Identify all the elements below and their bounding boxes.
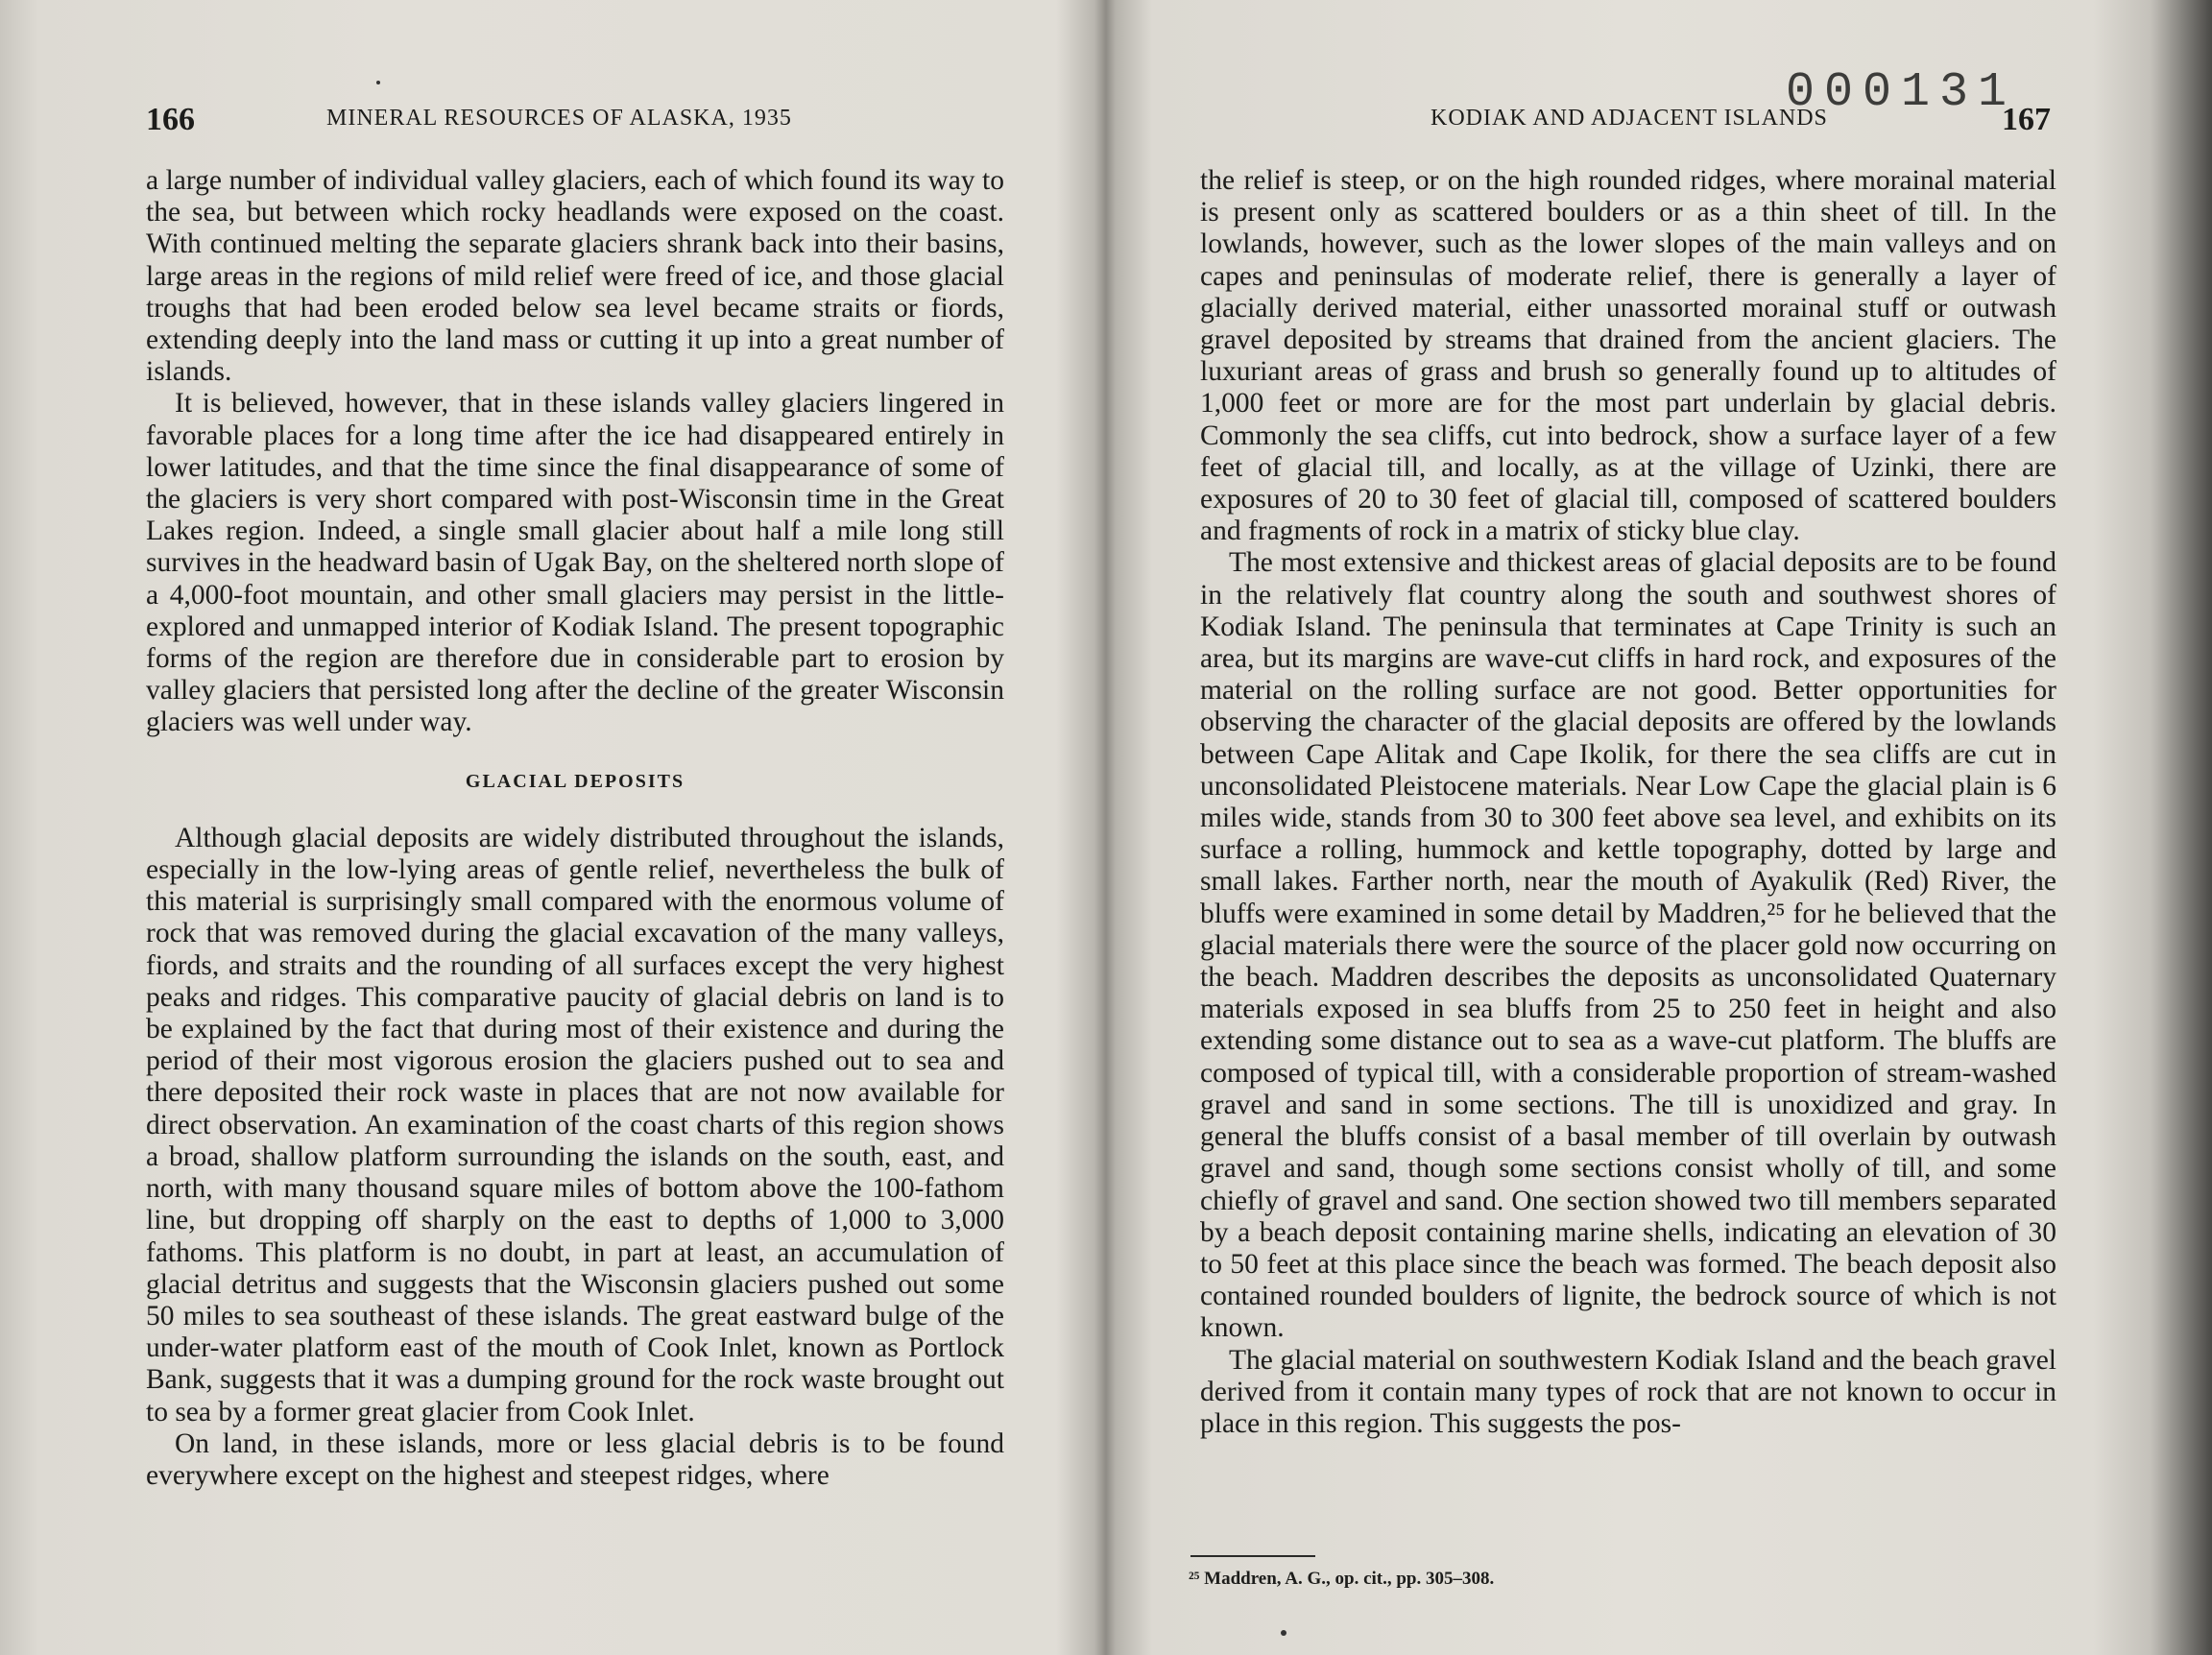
paragraph: It is believed, however, that in these islands valley glaciers lingered in favorable places for a long time after the ice had disappeared entirely in lower latitudes, and that the time since the final disappearance of some of the glaciers is very short compared with post-Wisconsin time in the Great Lakes region. Indeed, a single small glacier about half a mile long still survives in the headward basin of Ugak Bay, on the sheltered north slope of a 4,000-foot mountain, and other small glaciers may persist in the little-explored and unmapped interior of Kodiak Island. The present topographic forms of the region are therefore due in considerable part to erosion by valley glaciers that persisted long after the decline of the greater Wisconsin glaciers was well under way. xyxy=(146,388,1004,738)
page-number-right: 167 xyxy=(2002,102,2051,137)
paragraph: The glacial material on southwestern Kodiak Island and the beach gravel derived from it contain many types of rock that are not known to occur in place in this region. This suggests the pos- xyxy=(1200,1344,2056,1439)
running-head-left: MINERAL RESOURCES OF ALASKA, 1935 xyxy=(326,106,792,131)
left-page-body xyxy=(146,165,1004,1492)
paragraph: a large number of individual valley glaciers, each of which found its way to the sea, but between which rocky headlands were exposed on the coast. With continued melting the separate glaciers shrank back into their basins, large areas in the regions of mild relief were freed of ice, and those glacial troughs that had been eroded below sea level became straits or fiords, extending deeply into the land mass or cutting it up into a great number of islands. xyxy=(146,165,1004,388)
section-heading: GLACIAL DEPOSITS xyxy=(465,770,685,792)
running-head-right: KODIAK AND ADJACENT ISLANDS xyxy=(1431,106,1828,131)
page-dot xyxy=(376,81,380,84)
page-number-left: 166 xyxy=(146,102,195,137)
paragraph: Although glacial deposits are widely distributed throughout the islands, especially in the low-lying areas of gentle relief, nevertheless the bulk of this material is surprisingly small compared with the enormous volume of rock that was removed during the glacial excavation of the many valleys, fiords, and straits and the rounding of all surfaces except the very highest peaks and ridges. This comparative paucity of glacial debris on land is to be explained by the fact that during most of their existence and during the period of their most vigorous erosion the glaciers pushed out to sea and there deposited their rock waste in places that are not now available for direct observation. An examination of the coast charts of this region shows a broad, shallow platform surrounding the islands on the south, east, and north, with many thousand square miles of bottom above the 100-fathom line, but dropping off sharply on the east to depths of 1,000 to 3,000 fathoms. This platform is no doubt, in part at least, an accumulation of glacial detritus and suggests that the Wisconsin glaciers pushed out some 50 miles to sea southeast of these islands. The great eastward bulge of the under-water platform east of the mouth of Cook Inlet, known as Portlock Bank, suggests that it was a dumping ground for the rock waste brought out to sea by a former great glacier from Cook Inlet. xyxy=(146,822,1004,1427)
right-page-body xyxy=(1200,165,2056,1440)
right-page xyxy=(1114,0,2189,1655)
footnote-rule xyxy=(1190,1555,1315,1557)
archive-stamp-number: 000131 xyxy=(1786,65,2017,120)
paragraph: On land, in these islands, more or less glacial debris is to be found everywhere except on the highest and steepest ridges, where xyxy=(146,1427,1004,1491)
left-page xyxy=(0,0,1104,1655)
paragraph: the relief is steep, or on the high rounded ridges, where morainal material is present only as scattered boulders or as a thin sheet of till. In the lowlands, however, such as the lower slopes of the main valleys and on capes and peninsulas of moderate relief, there is generally a layer of glacially derived material, either unassorted morainal stuff or outwash gravel deposited by streams that drained from the ancient glaciers. The luxuriant areas of grass and brush so generally found up to altitudes of 1,000 feet or more are for the most part underlain by glacial debris. Commonly the sea cliffs, cut into bedrock, show a surface layer of a few feet of glacial till, and locally, as at the village of Uzinki, there are exposures of 20 to 30 feet of glacial till, composed of scattered boulders and fragments of rock in a matrix of sticky blue clay. xyxy=(1200,165,2056,547)
page-dot xyxy=(1281,1630,1286,1636)
paragraph: The most extensive and thickest areas of glacial deposits are to be found in the relatively flat country along the south and southwest shores of Kodiak Island. The peninsula that terminates at Cape Trinity is such an area, but its margins are wave-cut cliffs in hard rock, and exposures of the material on the rolling surface are not good. Better opportunities for observing the character of the glacial deposits are offered by the lowlands between Cape Alitak and Cape Ikolik, for there the sea cliffs are cut in unconsolidated Pleistocene materials. Near Low Cape the glacial plain is 6 miles wide, stands from 30 to 300 feet above sea level, and exhibits on its surface a rolling, hummock and kettle topography, dotted by large and small lakes. Farther north, near the mouth of Ayakulik (Red) River, the bluffs were examined in some detail by Maddren,²⁵ for he believed that the glacial materials there were the source of the placer gold now occurring on the beach. Maddren describes the deposits as unconsolidated Quaternary materials exposed in sea bluffs from 25 to 250 feet in height and also extending some distance out to sea as a wave-cut platform. The bluffs are composed of typical till, with a considerable proportion of stream-washed gravel and sand in some sections. The till is unoxidized and gray. In general the bluffs consist of a basal member of till overlain by outwash gravel and sand, though some sections consist wholly of till, and some chiefly of gravel and sand. One section showed two till members separated by a beach deposit containing marine shells, indicating an elevation of 30 to 50 feet at this place since the beach was formed. The beach deposit also contained rounded boulders of lignite, the bedrock source of which is not known. xyxy=(1200,547,2056,1344)
footnote: ²⁵ Maddren, A. G., op. cit., pp. 305–308. xyxy=(1189,1569,1495,1589)
